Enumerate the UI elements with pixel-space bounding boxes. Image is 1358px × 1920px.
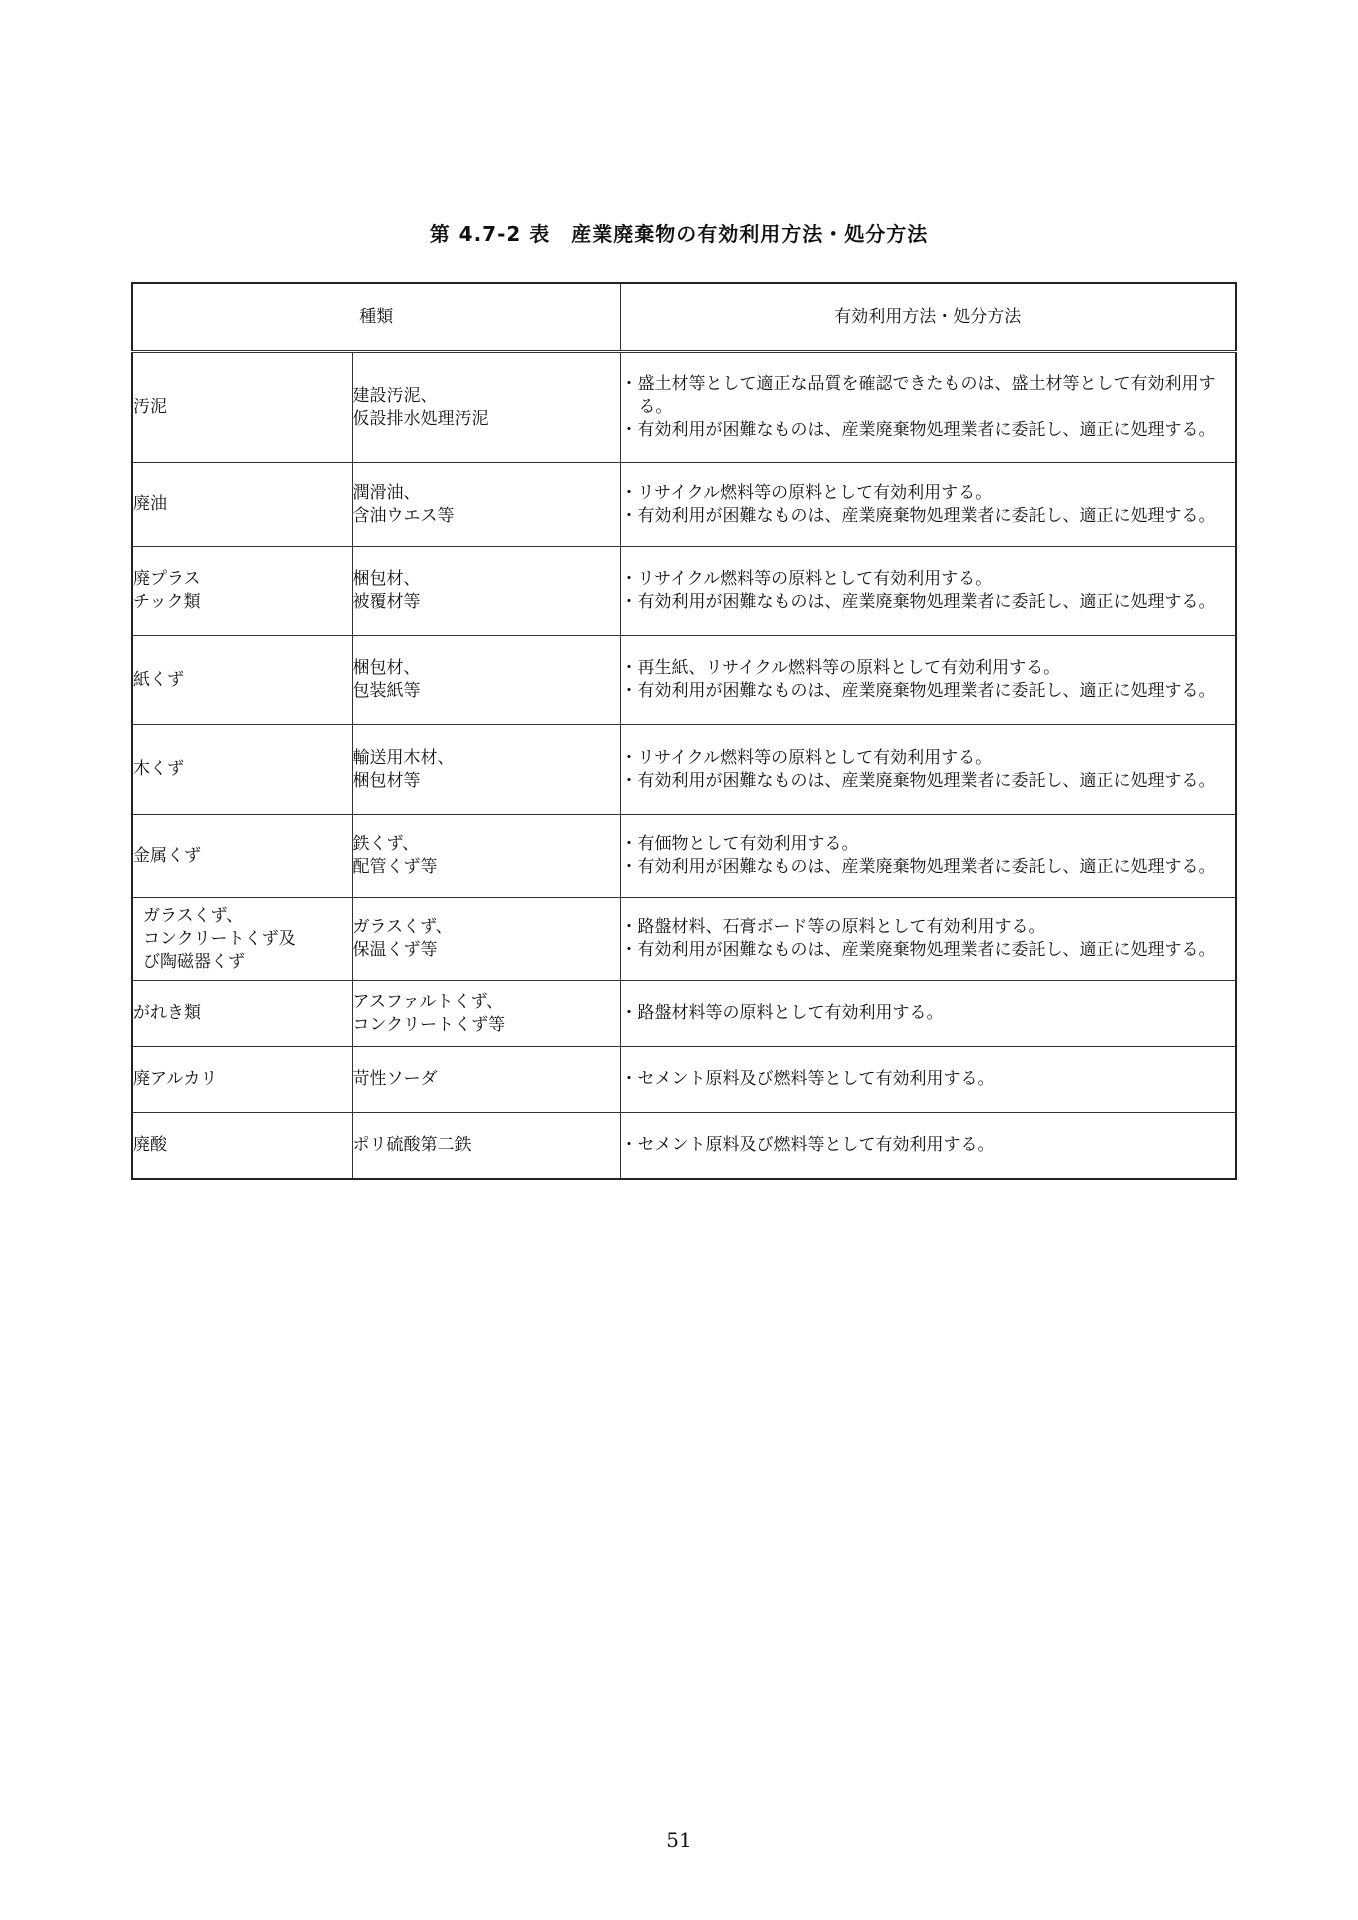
method-item: ・有効利用が困難なものは、産業廃棄物処理業者に委託し、適正に処理する。 [620, 592, 1216, 612]
kind-line: チック類 [133, 592, 201, 612]
cell-kind: 汚泥 [132, 352, 352, 463]
method-item: ・セメント原料及び燃料等として有効利用する。 [620, 1069, 995, 1089]
cell-kind: 廃油 [132, 463, 352, 547]
example-line: 包装紙等 [352, 681, 421, 701]
example-line: 苛性ソーダ [352, 1069, 438, 1089]
cell-method [620, 1113, 1236, 1179]
table-header-row [132, 283, 1236, 352]
waste-disposal-table [131, 282, 1237, 1180]
table-row [132, 463, 1236, 547]
cell-example [352, 547, 620, 636]
method-item: ・路盤材料、石膏ボード等の原料として有効利用する。 [620, 917, 1046, 937]
cell-kind: 金属くず [132, 815, 352, 898]
table-row [132, 725, 1236, 815]
table-title: 第 4.7-2 表 産業廃棄物の有効利用方法・処分方法 [429, 222, 929, 246]
cell-method [620, 981, 1236, 1047]
cell-method [620, 463, 1236, 547]
method-item: ・リサイクル燃料等の原料として有効利用する。 [620, 569, 993, 589]
example-line: 梱包材等 [352, 770, 421, 791]
example-line: アスファルトくず、 [352, 991, 504, 1012]
method-item: ・再生紙、リサイクル燃料等の原料として有効利用する。 [620, 658, 1061, 678]
example-line: 梱包材、 [352, 569, 421, 589]
table-row [132, 815, 1236, 898]
cell-example [352, 636, 620, 725]
example-line: 鉄くず、 [352, 834, 420, 854]
method-item: ・有効利用が困難なものは、産業廃棄物処理業者に委託し、適正に処理する。 [620, 770, 1216, 791]
kind-line: び陶磁器くず [143, 951, 245, 972]
header-kind: 種類 [132, 283, 620, 352]
table-row [132, 547, 1236, 636]
cell-method [620, 352, 1236, 463]
example-line: 輸送用木材、 [352, 747, 455, 768]
method-item: ・有効利用が困難なものは、産業廃棄物処理業者に委託し、適正に処理する。 [620, 505, 1216, 526]
table-row [132, 981, 1236, 1047]
table-row [132, 352, 1236, 463]
method-item: ・有価物として有効利用する。 [620, 834, 859, 854]
example-line: 建設汚泥、 [352, 385, 438, 406]
cell-example [352, 1047, 620, 1113]
method-item: ・セメント原料及び燃料等として有効利用する。 [620, 1134, 995, 1155]
example-line: コンクリートくず等 [352, 1014, 506, 1035]
cell-method [620, 725, 1236, 815]
table-row [132, 636, 1236, 725]
kind-line: コンクリートくず及 [143, 928, 296, 949]
header-method: 有効利用方法・処分方法 [620, 283, 1236, 352]
method-item: ・盛土材等として適正な品質を確認できたものは、盛土材等として有効利用する。 [620, 374, 1216, 417]
cell-method [620, 636, 1236, 725]
method-item: ・有効利用が困難なものは、産業廃棄物処理業者に委託し、適正に処理する。 [620, 940, 1216, 960]
example-line: 保温くず等 [352, 940, 438, 960]
cell-example [352, 725, 620, 815]
example-line: 梱包材、 [352, 658, 421, 678]
table-row [132, 1047, 1236, 1113]
cell-kind [132, 547, 352, 636]
method-item: ・有効利用が困難なものは、産業廃棄物処理業者に委託し、適正に処理する。 [620, 420, 1216, 440]
cell-example [352, 898, 620, 981]
cell-method [620, 815, 1236, 898]
method-item: ・路盤材料等の原料として有効利用する。 [620, 1003, 944, 1023]
cell-kind: 廃酸 [132, 1113, 352, 1179]
kind-line: 廃プラス [133, 569, 201, 589]
cell-example [352, 815, 620, 898]
method-item: ・有効利用が困難なものは、産業廃棄物処理業者に委託し、適正に処理する。 [620, 681, 1216, 701]
cell-method [620, 547, 1236, 636]
cell-kind: 紙くず [132, 636, 352, 725]
page-number: 51 [666, 1828, 692, 1852]
cell-example [352, 463, 620, 547]
table-row [132, 898, 1236, 981]
example-line: 配管くず等 [352, 857, 438, 877]
table-body [132, 352, 1236, 1179]
cell-example [352, 352, 620, 463]
method-item: ・リサイクル燃料等の原料として有効利用する。 [620, 747, 993, 768]
cell-kind: がれき類 [132, 981, 352, 1047]
method-item: ・有効利用が困難なものは、産業廃棄物処理業者に委託し、適正に処理する。 [620, 857, 1216, 877]
cell-kind: 木くず [132, 725, 352, 815]
example-line: 仮設排水処理汚泥 [352, 408, 489, 429]
example-line: ポリ硫酸第二鉄 [352, 1134, 472, 1155]
example-line: ガラスくず、 [352, 917, 453, 937]
method-item: ・リサイクル燃料等の原料として有効利用する。 [620, 482, 993, 503]
example-line: 潤滑油、 [352, 482, 421, 503]
table-row [132, 1113, 1236, 1179]
kind-line: ガラスくず、 [143, 905, 244, 926]
cell-kind [132, 898, 352, 981]
cell-kind: 廃アルカリ [132, 1047, 352, 1113]
cell-method [620, 1047, 1236, 1113]
cell-example [352, 981, 620, 1047]
example-line: 含油ウエス等 [352, 505, 455, 526]
cell-example [352, 1113, 620, 1179]
cell-method [620, 898, 1236, 981]
example-line: 被覆材等 [352, 592, 421, 612]
